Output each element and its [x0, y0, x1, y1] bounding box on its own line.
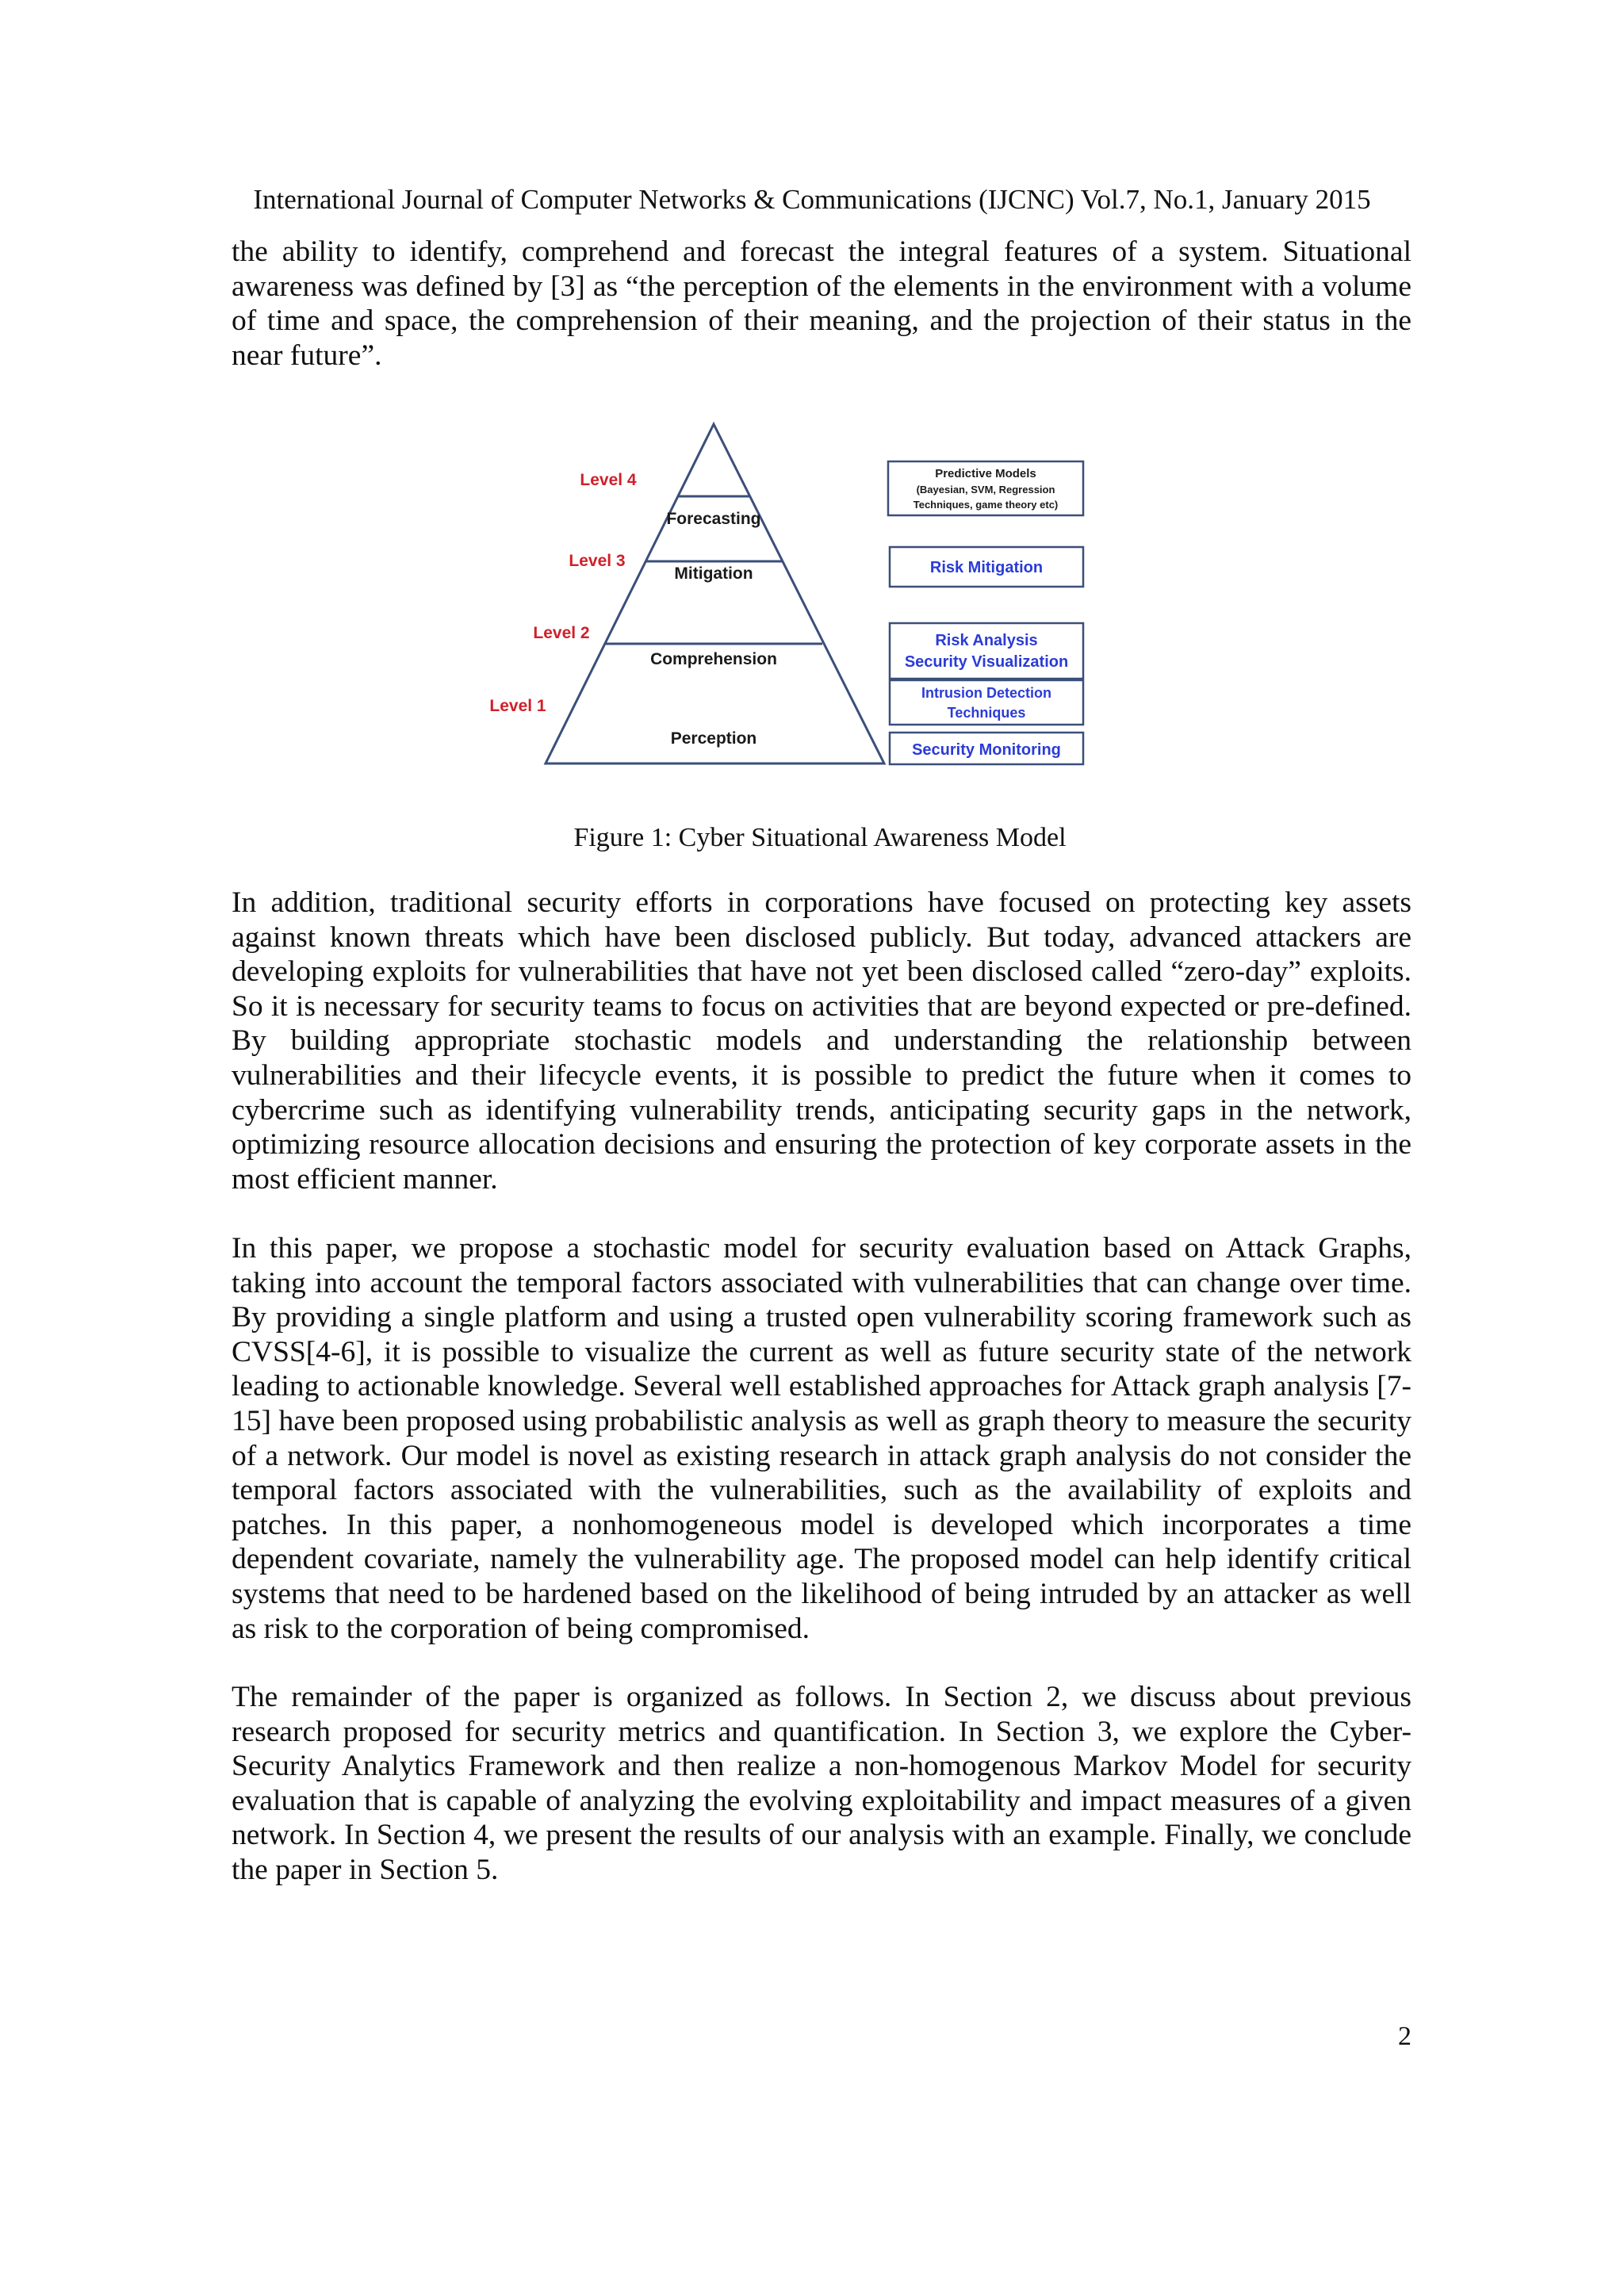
risk-mitigation-label: Risk Mitigation: [929, 559, 1044, 576]
figure-caption: Figure 1: Cyber Situational Awareness Model: [573, 823, 1067, 852]
page-number: 2: [1398, 2022, 1411, 2051]
intrusion-detection-line2: Techniques: [947, 705, 1026, 721]
tier-comprehension: Comprehension: [650, 650, 777, 668]
intrusion-detection-line1: Intrusion Detection: [921, 685, 1052, 701]
journal-header: International Journal of Computer Networks & Communications (IJCNC) Vol.7, No.1, January 2015: [253, 184, 1371, 215]
situational-awareness-figure: [476, 412, 1110, 777]
predictive-models-title: Predictive Models: [935, 467, 1036, 480]
tier-perception: Perception: [670, 729, 757, 748]
level-2-label: Level 2: [533, 624, 590, 642]
level-4-label: Level 4: [580, 471, 637, 489]
tier-forecasting: Forecasting: [666, 510, 761, 528]
level-3-label: Level 3: [569, 552, 626, 570]
tier-mitigation: Mitigation: [674, 564, 753, 583]
paragraph-proposal: In this paper, we propose a stochastic model for security evaluation based on Attack Graphs, taking into account the temporal factors associated with vulnerabilities that can change over time. By providing a single platform and using a trusted open vulnerability scoring framework such as CVSS[4-6], it is possible to visualize the current as well as future security state of the network leading to actionable knowledge. Several well established approaches for Attack graph analysis [7-15] have been proposed using probabilistic analysis as well as graph theory to measure the security of a network. Our model is novel as existing research in attack graph analysis do not consider the temporal factors associated with the vulnerabilities, such as the availability of exploits and patches. In this paper, a nonhomogeneous model is developed which incorporates a time dependent covariate, namely the vulnerability age. The proposed model can help identify critical systems that need to be hardened based on the likelihood of being intruded by an attacker as well as risk to the corporation of being compromised.: [232, 1232, 1411, 1645]
paragraph-intro: the ability to identify, comprehend and forecast the integral features of a system. Situational awareness was defined by [3] as “the perception of the elements in the environment with a volume of time and space, the comprehension of their meaning, and the projection of their status in the near future”.: [232, 235, 1411, 372]
security-visualization-label: Security Visualization: [904, 653, 1069, 671]
predictive-models-line3: Techniques, game theory etc): [913, 499, 1059, 511]
predictive-models-line2: (Bayesian, SVM, Regression: [916, 484, 1055, 496]
paragraph-traditional-security: In addition, traditional security efforts in corporations have focused on protecting key assets against known threats which have been disclosed publicly. But today, advanced attackers are developing exploits for vulnerabilities that have not yet been disclosed called “zero-day” exploits. So it is necessary for security teams to focus on activities that are beyond expected or pre-defined. By building appropriate stochastic models and understanding the relationship between vulnerabilities and their lifecycle events, it is possible to predict the future when it comes to cybercrime such as identifying vulnerability trends, anticipating security gaps in the network, optimizing resource allocation decisions and ensuring the protection of key corporate assets in the most efficient manner.: [232, 886, 1411, 1196]
paragraph-organization: The remainder of the paper is organized as follows. In Section 2, we discuss about previous research proposed for security metrics and quantification. In Section 3, we explore the Cyber-Security Analytics Framework and then realize a non-homogenous Markov Model for security evaluation that is capable of analyzing the evolving exploitability and impact measures of a given network. In Section 4, we present the results of our analysis with an example. Finally, we conclude the paper in Section 5.: [232, 1681, 1411, 1886]
risk-analysis-label: Risk Analysis: [935, 632, 1038, 649]
level-1-label: Level 1: [489, 697, 546, 715]
security-monitoring-label: Security Monitoring: [912, 741, 1061, 759]
